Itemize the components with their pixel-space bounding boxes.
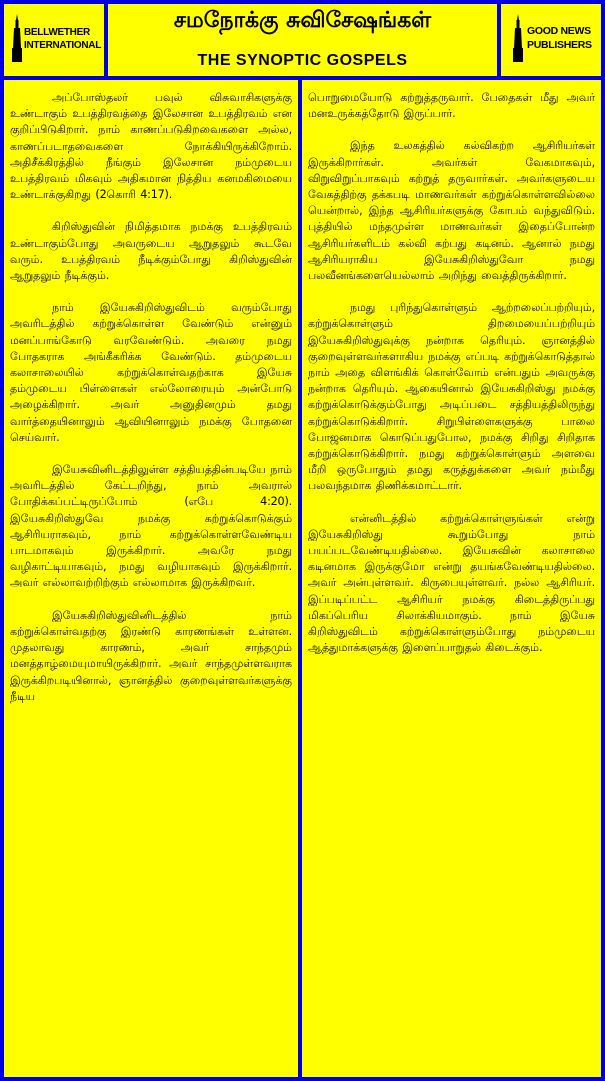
- good-news-line2: PUBLISHERS: [527, 39, 592, 51]
- page-title-tamil: சமநோக்கு சுவிசேஷங்கள்: [173, 8, 432, 33]
- good-news-line1: GOOD NEWS: [527, 25, 591, 37]
- good-news-logo: [501, 4, 601, 76]
- bellwether-logo-text: [24, 26, 101, 52]
- paragraph: கிறிஸ்துவின் நிமித்தமாக நமக்கு உபத்திரவம் உண்டாகும்போது அவருடைய ஆறுதலும் கூடவே வரும். உபத்திரவம் நீடிக்கும்போது கிறிஸ்துவின் ஆறுதலும் நீடிக்கும்.: [10, 220, 292, 283]
- paragraph: இயேசுகிறிஸ்துவினிடத்தில் நாம் கற்றுக்கொள்வதற்கு இரண்டு காரணங்கள் உள்ளன. முதலாவது காரணம், அவர் சாந்தமும் மனத்தாழ்மையுமாயிருக்கிறார். அவர் சாந்தமுள்ளவராக இருக்கிறபடியினால், ஞானத்தில் குறைவுள்ளவர்களுக்கு நீடிய: [10, 608, 292, 703]
- paragraph: இயேசுவினிடத்திலுள்ள சத்தியத்தின்படியே நாம் அவரிடத்தில் கேட்டறிந்து, நாம் அவரால் போதிக்கப்பட்டிருப்போம் (எபே 4:20). இயேசுகிறிஸ்துவே நமக்கு கற்றுக்கொடுக்கும் ஆசிரியராகவும், நாம் கற்றுக்கொள்ளவேண்டிய பாடமாகவும் இருக்கிறார். அவரே நமது வழிகாட்டியாகவும், நமது வழியாகவும் இருக்கிறார். அவர் எல்லாவற்றிற்கும் எல்லாமாக இருக்கிறவர்.: [10, 463, 292, 590]
- bellwether-logo: [4, 4, 104, 76]
- left-column: [4, 80, 298, 1077]
- title-box: [108, 4, 497, 76]
- good-news-logo-text: [527, 24, 592, 52]
- paragraph: நாம் இயேசுகிறிஸ்துவிடம் வரும்போது அவரிடத்தில் கற்றுக்கொள்ள வேண்டும் என்னும் மனப்பாங்கோடு வரவேண்டும். அவரை நமது போதகராக அங்கீகரிக்க வேண்டும். தம்முடைய கலாசாலையில் கற்றுக்கொள்வதற்காக இயேசு தம்முடைய பிள்ளைகள் எல்லோரையும் அன்போடு அழைக்கிறார். அவர் அனுதினமும் தமது வார்த்தையினாலும் ஆவியினாலும் நமக்கு போதனை செய்வார்.: [10, 301, 292, 444]
- paragraph: நமது புரிந்துகொள்ளும் ஆற்றலைப்பற்றியும், கற்றுக்கொள்ளும் திறமையைப்பற்றியும் இயேசுகிறிஸ்துவுக்கு நன்றாக தெரியும். ஞானத்தில் குறைவுள்ளவர்களாகிய நமக்கு எப்படி கற்றுக்கொடுத்தால் நாம் அதை விளங்கிக் கொள்வோம் என்பதும் அவருக்கு நன்றாக தெரியும். ஆகையினால் இயேசுகிறிஸ்து நமக்கு கற்றுக்கொடுக்கும்போது அடிப்படை சத்தியத்திலிருந்து கற்றுக்கொடுக்கிறார். சிறுபிள்ளைகளுக்கு பாலை போஜனமாக கொடுப்பதுபோல, நமக்கு சிறிது சிறிதாக கற்றுக்கொடுக்கிறார். நமது கற்றுக்கொள்ளும் அளவை மீறி ஒருபோதும் தமது கருத்துக்களை அவர் நம்மீது பலவந்தமாக திணிக்கமாட்டார்.: [308, 301, 595, 493]
- tower-icon: [513, 14, 523, 62]
- page-header: [4, 4, 601, 76]
- paragraph: என்னிடத்தில் கற்றுக்கொள்ளுங்கள் என்று இயேசுகிறிஸ்து கூறும்போது நாம் பயப்படவேண்டியதில்லை. இயேசுவின் கலாசாலை கடினமாக இருக்குமோ என்று தயங்கவேண்டியதில்லை. அவர் அன்புள்ளவர். கிருபையுள்ளவர். நல்ல ஆசிரியர். இப்படிப்பட்ட ஆசிரியர் நமக்கு கிடைத்திருப்பது மிகப்பெரிய சிலாக்கியமாகும். நாம் இயேசு கிறிஸ்துவிடம் கற்றுக்கொள்ளும்போது நம்முடைய ஆத்துமாக்களுக்கு இளைப்பாறுதல் கிடைக்கும்.: [308, 511, 595, 655]
- bellwether-line2: INTERNATIONAL: [24, 40, 102, 51]
- bellwether-line1: BELLWETHER: [24, 27, 90, 38]
- paragraph: அப்போஸ்தலர் பவுல் விசுவாசிகளுக்கு உண்டாகும் உபத்திரவத்தை இலேசான உபத்திரவம் என குறிப்பிடுகிறார். நாம் காணப்படுகிறவைகளை அல்ல, காணப்படாதவைகளை நோக்கியிருக்கிறோம். அதிசீக்கிரத்தில் நீங்கும் இலேசான நம்முடைய உபத்திரவம் மிகவும் அதிகமான நித்திய கனமகிமையை உண்டாக்குகிறது (2கொரி 4:17).: [10, 91, 292, 202]
- right-column: [302, 80, 601, 1077]
- paragraph: இந்த உலகத்தில் கல்விகற்ற ஆசிரியர்கள் இருக்கிறார்கள். அவர்கள் வேகமாகவும், விறுவிறுப்பாகவும் கற்றுத் தருவார்கள். அவர்களுடைய வேகத்திற்கு தக்கபடி மாணவர்கள் கற்றுக்கொள்ளவில்லை யென்றால், இந்த ஆசிரியர்களுக்கு கோபம் வந்துவிடும். புத்தியில் மந்தமுள்ள மாணவர்கள் இதைப்போன்ற ஆசிரியர்களிடம் கல்வி கற்பது கடினம். ஆனால் நமது ஆசிரியராகிய இயேசுகிறிஸ்துவோ நமது பலவீனங்களையெல்லாம் அறிந்து வைத்திருக்கிறார்.: [308, 139, 595, 283]
- page-title-english: THE SYNOPTIC GOSPELS: [197, 52, 408, 69]
- tower-icon: [12, 14, 22, 62]
- paragraph: பொறுமையோடு கற்றுத்தருவார். பேதைகள் மீது அவர் மனஉருக்கத்தோடு இருப்பார்.: [308, 91, 595, 121]
